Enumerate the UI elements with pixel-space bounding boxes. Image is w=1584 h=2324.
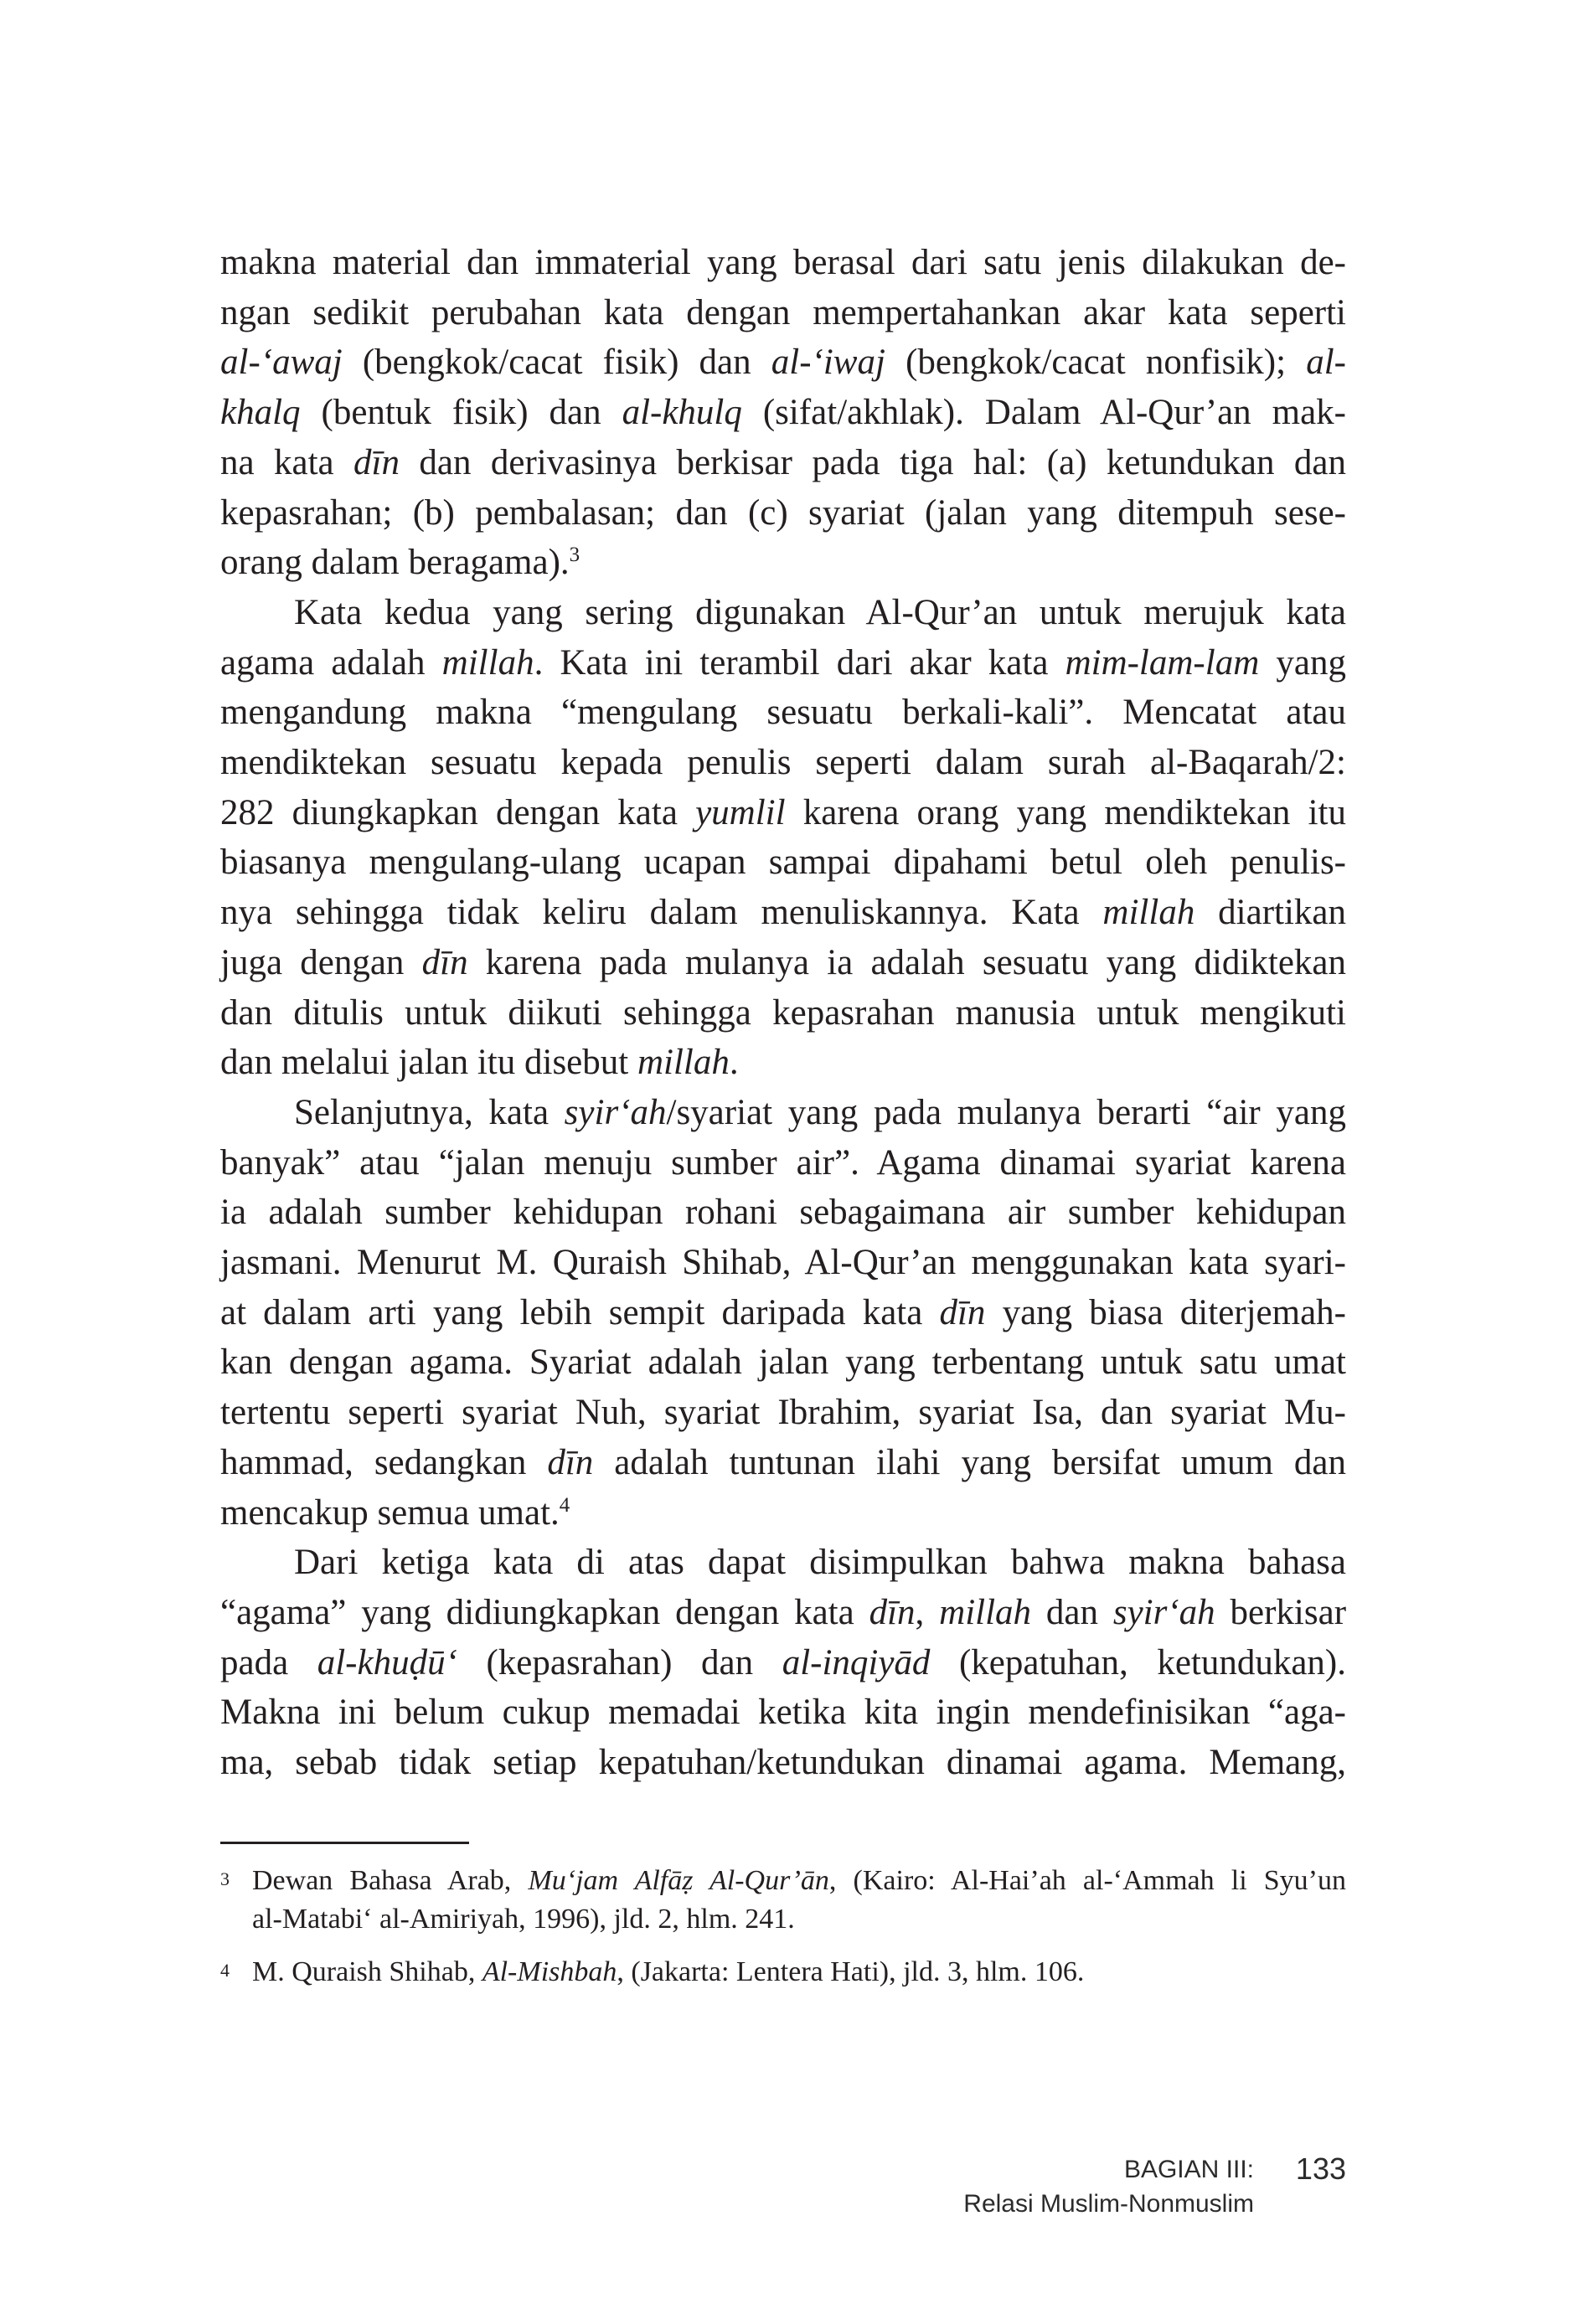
footnote-line <box>252 1900 1346 1939</box>
text-run: dan <box>1031 1592 1113 1632</box>
italic-term: al-‘iwaj <box>771 343 885 383</box>
footnote-text <box>252 1862 1346 1939</box>
italic-term: dīn <box>353 442 400 482</box>
text-line <box>220 888 1346 938</box>
text-run: Kata kedua yang sering digunakan Al-Qur’an untuk merujuk kata <box>294 592 1346 632</box>
text-line <box>220 1238 1346 1288</box>
text-line <box>220 738 1346 788</box>
text-line <box>220 338 1346 388</box>
footnote-text <box>252 1953 1346 1992</box>
text-run: mendiktekan sesuatu kepada penulis seperti dalam surah al-Baqarah/2: <box>220 743 1346 783</box>
text-run: , (Kairo: Al-Hai’ah al-‘Ammah li Syu’un <box>828 1865 1346 1896</box>
text-run: kepasrahan; (b) pembalasan; dan (c) syariat (jalan yang ditempuh sese- <box>220 492 1346 533</box>
text-run: kan dengan agama. Syariat adalah jalan yang terbentang untuk satu umat <box>220 1342 1346 1383</box>
footnote <box>220 1953 1346 1992</box>
text-line <box>220 988 1346 1038</box>
italic-term: syir‘ah <box>1112 1592 1215 1632</box>
text-run: mencakup semua umat. <box>220 1492 560 1533</box>
text-line <box>220 938 1346 988</box>
text-line <box>220 1038 1346 1088</box>
text-run: yang biasa diterjemah- <box>985 1292 1346 1332</box>
text-run: al-Matabi‘ al-Amiriyah, 1996), jld. 2, hlm. 241. <box>252 1904 795 1935</box>
footnote-line <box>252 1862 1346 1900</box>
text-run: nya sehingga tidak keliru dalam menuliskannya. Kata <box>220 893 1103 933</box>
text-run: at dalam arti yang lebih sempit daripada kata <box>220 1292 940 1332</box>
text-line <box>220 1088 1346 1138</box>
text-line <box>220 788 1346 838</box>
text-run: adalah tuntunan ilahi yang bersifat umum dan <box>593 1442 1347 1482</box>
italic-term: dīn <box>869 1592 916 1632</box>
text-run: dan ditulis untuk diikuti sehingga kepasrahan manusia untuk mengikuti <box>220 992 1346 1033</box>
footnotes <box>220 1862 1346 1992</box>
text-run: na kata <box>220 442 354 482</box>
italic-term: khalq <box>220 393 301 433</box>
text-run: Makna ini belum cukup memadai ketika kita ingin mendefinisikan “aga- <box>220 1693 1346 1733</box>
italic-term: Al-Mishbah <box>482 1956 617 1987</box>
text-run: ia adalah sumber kehidupan rohani sebagaimana air sumber kehidupan <box>220 1193 1346 1233</box>
footnote-marker: 3 <box>220 1868 230 1889</box>
text-run: banyak” atau “jalan menuju sumber air”. Agama dinamai syariat karena <box>220 1142 1346 1183</box>
text-line <box>220 238 1346 288</box>
text-run: (sifat/akhlak). Dalam Al-Qur’an mak- <box>741 393 1346 433</box>
paragraph <box>220 1538 1346 1788</box>
text-run: (kepatuhan, ketundukan). <box>930 1642 1347 1682</box>
text-run: . <box>729 1043 739 1083</box>
text-line <box>220 388 1346 438</box>
text-line <box>220 588 1346 638</box>
text-line <box>220 538 1346 588</box>
italic-term: yumlil <box>695 792 786 832</box>
text-run: (bengkok/cacat fisik) dan <box>342 343 771 383</box>
text-line <box>220 1138 1346 1188</box>
text-run: Dewan Bahasa Arab, <box>252 1865 529 1896</box>
footnote-reference: 4 <box>559 1493 570 1517</box>
running-footer-section-title: Relasi Muslim-Nonmuslim <box>963 2190 1254 2218</box>
paragraph <box>220 588 1346 1088</box>
text-line <box>220 638 1346 688</box>
footnote-separator <box>220 1842 469 1844</box>
page-number: 133 <box>1295 2151 1346 2186</box>
body-text <box>220 238 1346 1788</box>
footnote-line <box>252 1953 1346 1992</box>
footnote-reference: 3 <box>569 544 580 567</box>
text-run: hammad, sedangkan <box>220 1442 548 1482</box>
text-run: pada <box>220 1642 317 1682</box>
footnote <box>220 1862 1346 1939</box>
italic-term: syir‘ah <box>564 1092 667 1132</box>
text-run: 282 diungkapkan dengan kata <box>220 792 696 832</box>
text-line <box>220 1337 1346 1388</box>
italic-term: al- <box>1306 343 1346 383</box>
text-run: Dari ketiga kata di atas dapat disimpulkan bahwa makna bahasa <box>294 1543 1346 1583</box>
text-run: (bentuk fisik) dan <box>300 393 622 433</box>
text-line <box>220 1388 1346 1438</box>
text-run: M. Quraish Shihab, <box>252 1956 482 1987</box>
italic-term: al-khuḍū‘ <box>317 1642 457 1682</box>
italic-term: al-inqiyād <box>782 1642 931 1682</box>
text-line <box>220 438 1346 488</box>
text-run: ma, sebab tidak setiap kepatuhan/ketundukan dinamai agama. Memang, <box>220 1743 1346 1783</box>
text-run: /syariat yang pada mulanya berarti “air yang <box>666 1092 1346 1132</box>
text-run: (kepasrahan) dan <box>457 1642 782 1682</box>
italic-term: millah <box>939 1592 1032 1632</box>
italic-term: Mu‘jam Alfāẓ Al-Qur’ān <box>528 1865 829 1896</box>
text-line <box>220 1588 1346 1638</box>
text-run: . Kata ini terambil dari akar kata <box>534 642 1065 683</box>
text-run: berkisar <box>1215 1592 1347 1632</box>
italic-term: millah <box>441 642 534 683</box>
text-run: diartikan <box>1194 893 1346 933</box>
text-line <box>220 688 1346 738</box>
paragraph <box>220 238 1346 588</box>
text-run: , <box>915 1592 940 1632</box>
italic-term: al-khulq <box>622 393 742 433</box>
text-run: jasmani. Menurut M. Quraish Shihab, Al-Qur’an menggunakan kata syari- <box>220 1243 1346 1283</box>
footnote-marker: 4 <box>220 1960 230 1981</box>
text-line <box>220 1288 1346 1338</box>
text-run: orang dalam beragama). <box>220 543 570 583</box>
text-run: mengandung makna “mengulang sesuatu berkali-kali”. Mencatat atau <box>220 693 1346 733</box>
text-line <box>220 1188 1346 1238</box>
text-run: , (Jakarta: Lentera Hati), jld. 3, hlm. 106. <box>617 1956 1085 1987</box>
italic-term: dīn <box>421 942 468 982</box>
text-run: (bengkok/cacat nonfisik); <box>885 343 1307 383</box>
text-line <box>220 1488 1346 1538</box>
italic-term: dīn <box>547 1442 594 1482</box>
italic-term: dīn <box>939 1292 986 1332</box>
text-run: agama adalah <box>220 642 442 683</box>
text-line <box>220 1738 1346 1788</box>
text-run: biasanya mengulang-ulang ucapan sampai dipahami betul oleh penulis- <box>220 843 1346 883</box>
text-run: “agama” yang didiungkapkan dengan kata <box>220 1592 869 1632</box>
italic-term: millah <box>1102 893 1195 933</box>
text-line <box>220 1538 1346 1588</box>
italic-term: mim-lam-lam <box>1065 642 1260 683</box>
text-line <box>220 288 1346 338</box>
text-run: karena orang yang mendiktekan itu <box>785 792 1346 832</box>
italic-term: millah <box>637 1043 730 1083</box>
text-run: dan derivasinya berkisar pada tiga hal: (a) ketundukan dan <box>399 442 1347 482</box>
text-run: yang <box>1259 642 1346 683</box>
text-run: ngan sedikit perubahan kata dengan mempertahankan akar kata seperti <box>220 292 1346 332</box>
running-footer-section-label: BAGIAN III: <box>1123 2156 1254 2183</box>
text-run: tertentu seperti syariat Nuh, syariat Ibrahim, syariat Isa, dan syariat Mu- <box>220 1393 1346 1433</box>
text-line <box>220 488 1346 538</box>
italic-term: al-‘awaj <box>220 343 343 383</box>
text-run: juga dengan <box>220 942 422 982</box>
text-run: karena pada mulanya ia adalah sesuatu yang didiktekan <box>467 942 1346 982</box>
text-line <box>220 837 1346 888</box>
text-run: dan melalui jalan itu disebut <box>220 1043 637 1083</box>
text-line <box>220 1438 1346 1488</box>
text-run: makna material dan immaterial yang berasal dari satu jenis dilakukan de- <box>220 243 1346 282</box>
text-run: Selanjutnya, kata <box>294 1092 565 1132</box>
paragraph <box>220 1088 1346 1538</box>
text-line <box>220 1638 1346 1688</box>
text-line <box>220 1688 1346 1738</box>
